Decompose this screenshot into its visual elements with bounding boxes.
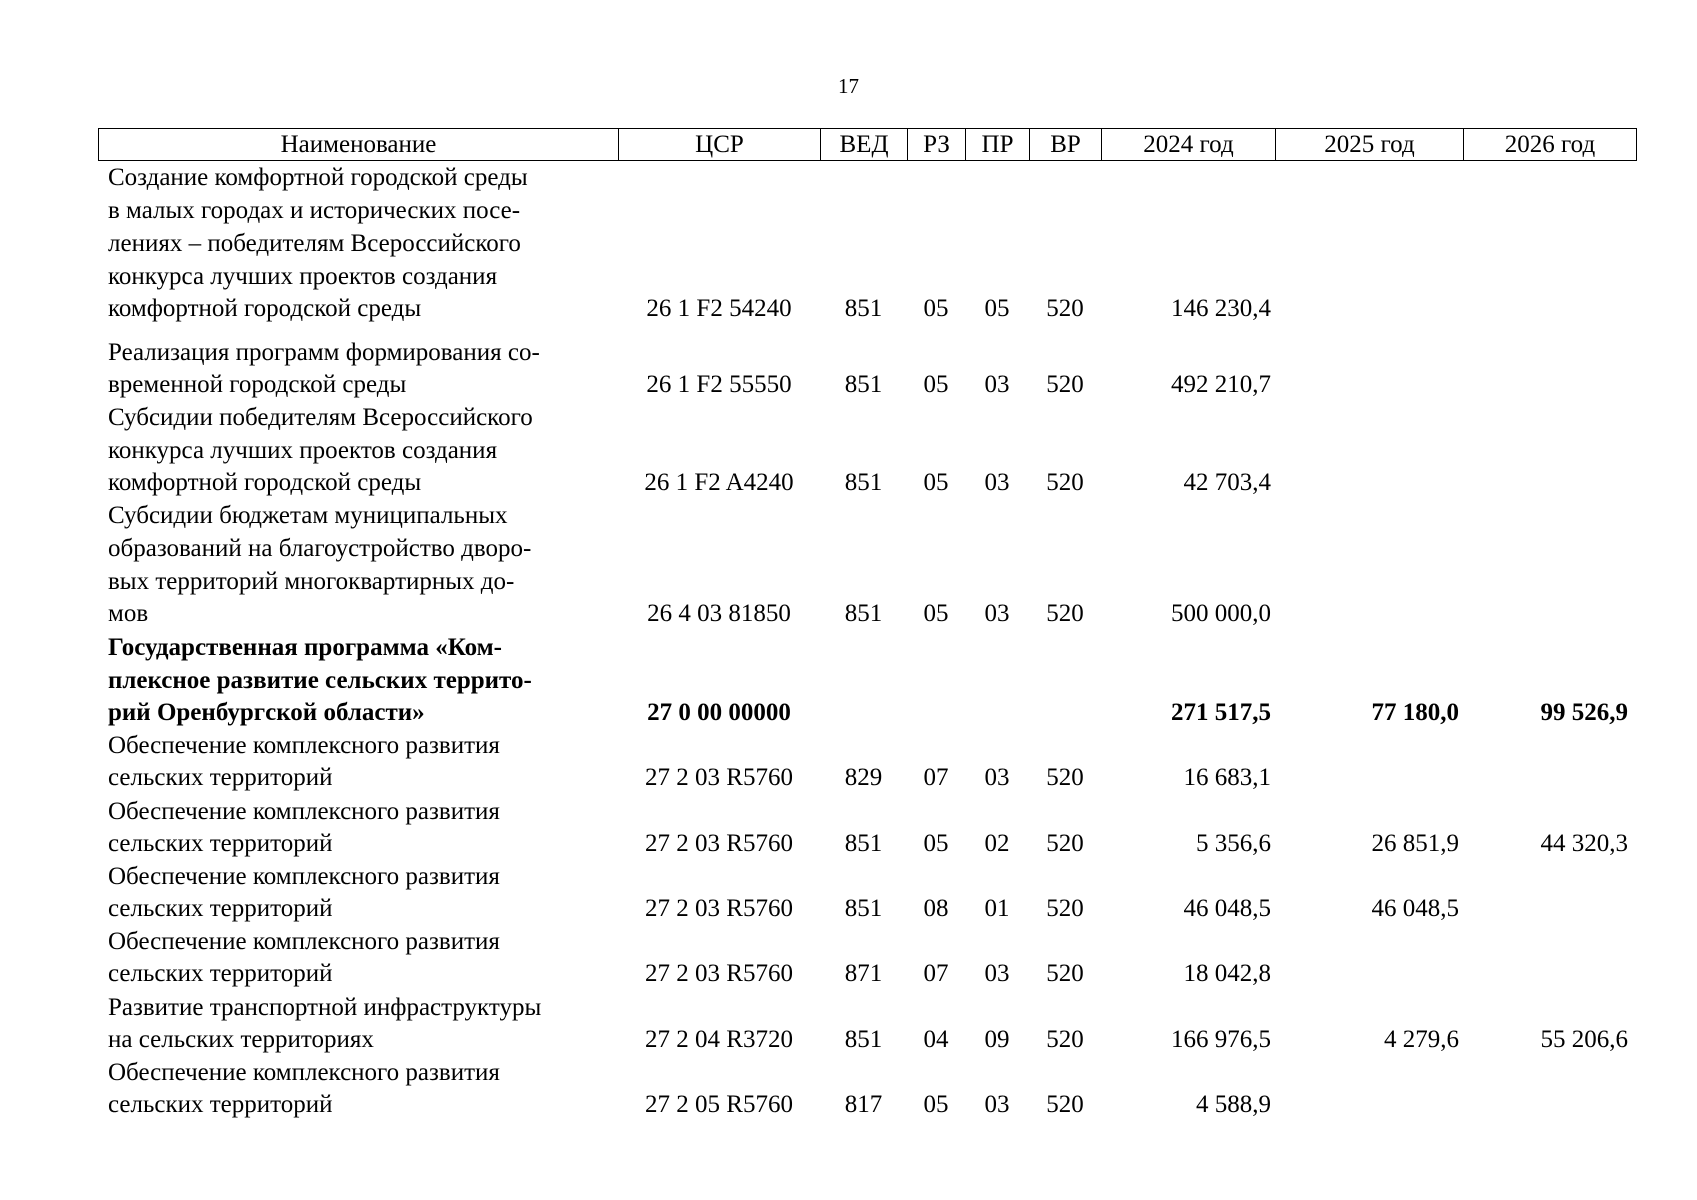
name-line: мов xyxy=(108,600,149,628)
amount-2024-cell: 42 703,4 xyxy=(1183,469,1271,497)
name-line: Обеспечение комплексного развития xyxy=(108,797,500,825)
rz-cell: 07 xyxy=(923,764,949,792)
column-header-2025: 2025 год xyxy=(1276,129,1464,161)
csr-cell: 27 2 03 R5760 xyxy=(645,895,793,923)
name-line: образований на благоустройство дворо- xyxy=(108,534,532,562)
rz-cell: 05 xyxy=(923,371,949,399)
amount-2024-cell: 16 683,1 xyxy=(1183,764,1271,792)
amount-2025-cell: 4 279,6 xyxy=(1384,1026,1459,1054)
ved-cell: 829 xyxy=(844,764,883,792)
pr-cell: 03 xyxy=(984,1091,1010,1119)
ved-cell: 851 xyxy=(844,371,883,399)
csr-cell: 27 0 00 00000 xyxy=(647,699,791,727)
amount-2025-cell: 26 851,9 xyxy=(1371,830,1459,858)
page-number: 17 xyxy=(838,74,859,98)
ved-cell: 851 xyxy=(844,1026,883,1054)
amount-2024-cell: 46 048,5 xyxy=(1183,895,1271,923)
vr-cell: 520 xyxy=(1046,764,1084,792)
ved-cell: 851 xyxy=(844,895,883,923)
ved-cell: 817 xyxy=(844,1091,883,1119)
column-header-2024: 2024 год xyxy=(1102,129,1276,161)
rz-cell: 05 xyxy=(923,830,949,858)
name-line: вых территорий многоквартирных до- xyxy=(108,567,515,595)
csr-cell: 26 4 03 81850 xyxy=(647,600,791,628)
vr-cell: 520 xyxy=(1046,830,1084,858)
name-line: Обеспечение комплексного развития xyxy=(108,731,500,759)
name-line: плексное развитие сельских террито- xyxy=(108,666,532,694)
name-line: комфортной городской среды xyxy=(108,469,422,497)
pr-cell: 03 xyxy=(984,764,1010,792)
name-line: Обеспечение комплексного развития xyxy=(108,927,500,955)
name-line: сельских территорий xyxy=(108,1091,333,1119)
vr-cell: 520 xyxy=(1046,960,1084,988)
ved-cell: 851 xyxy=(844,600,883,628)
csr-cell: 27 2 03 R5760 xyxy=(645,830,793,858)
csr-cell: 26 1 F2 54240 xyxy=(646,295,792,323)
amount-2024-cell: 500 000,0 xyxy=(1171,600,1271,628)
amount-2024-cell: 4 588,9 xyxy=(1196,1091,1271,1119)
column-header-rz: РЗ xyxy=(908,129,966,161)
name-line: Субсидии победителям Всероссийского xyxy=(108,403,533,431)
vr-cell: 520 xyxy=(1046,469,1084,497)
name-line: в малых городах и исторических посе- xyxy=(108,197,521,225)
name-line: сельских территорий xyxy=(108,960,333,988)
column-header-vr: ВР xyxy=(1030,129,1102,161)
pr-cell: 09 xyxy=(984,1026,1010,1054)
rz-cell: 05 xyxy=(923,1091,949,1119)
name-line: на сельских территориях xyxy=(108,1026,374,1054)
csr-cell: 26 1 F2 55550 xyxy=(646,371,792,399)
pr-cell: 03 xyxy=(984,600,1010,628)
name-line: комфортной городской среды xyxy=(108,295,422,323)
name-line: сельских территорий xyxy=(108,895,333,923)
name-line: Создание комфортной городской среды xyxy=(108,164,528,192)
name-line: временной городской среды xyxy=(108,371,407,399)
amount-2024-cell: 146 230,4 xyxy=(1171,295,1271,323)
amount-2024-cell: 271 517,5 xyxy=(1171,699,1271,727)
row-name xyxy=(108,1057,608,1122)
ved-cell: 851 xyxy=(844,830,883,858)
csr-cell: 27 2 03 R5760 xyxy=(645,764,793,792)
vr-cell: 520 xyxy=(1046,895,1084,923)
vr-cell: 520 xyxy=(1046,371,1084,399)
name-line: Обеспечение комплексного развития xyxy=(108,1058,500,1086)
name-line: Субсидии бюджетам муниципальных xyxy=(108,502,508,530)
rz-cell: 05 xyxy=(923,469,949,497)
amount-2026-cell: 55 206,6 xyxy=(1540,1026,1628,1054)
column-header-ved: ВЕД xyxy=(821,129,908,161)
amount-2024-cell: 5 356,6 xyxy=(1196,830,1271,858)
pr-cell: 03 xyxy=(984,371,1010,399)
vr-cell: 520 xyxy=(1046,1091,1084,1119)
column-header-pr: ПР xyxy=(966,129,1030,161)
csr-cell: 27 2 03 R5760 xyxy=(645,960,793,988)
name-line: рий Оренбургской области» xyxy=(108,699,425,727)
amount-2024-cell: 492 210,7 xyxy=(1171,371,1271,399)
rz-cell: 07 xyxy=(923,960,949,988)
ved-cell: 851 xyxy=(844,295,883,323)
ved-cell: 871 xyxy=(844,960,883,988)
csr-cell: 26 1 F2 A4240 xyxy=(644,469,794,497)
pr-cell: 03 xyxy=(984,960,1010,988)
rz-cell: 08 xyxy=(923,895,949,923)
name-line: сельских территорий xyxy=(108,830,333,858)
rz-cell: 05 xyxy=(923,295,949,323)
amount-2025-cell: 77 180,0 xyxy=(1371,699,1459,727)
amount-2025-cell: 46 048,5 xyxy=(1371,895,1459,923)
pr-cell: 02 xyxy=(984,830,1010,858)
amount-2024-cell: 166 976,5 xyxy=(1171,1026,1271,1054)
amount-2026-cell: 44 320,3 xyxy=(1540,830,1628,858)
column-header-name: Наименование xyxy=(99,129,619,161)
amount-2026-cell: 99 526,9 xyxy=(1540,699,1628,727)
csr-cell: 27 2 04 R3720 xyxy=(645,1026,793,1054)
name-line: конкурса лучших проектов создания xyxy=(108,436,498,464)
rz-cell: 04 xyxy=(923,1026,949,1054)
name-line: Государственная программа «Ком- xyxy=(108,633,502,661)
ved-cell: 851 xyxy=(844,469,883,497)
pr-cell: 03 xyxy=(984,469,1010,497)
pr-cell: 01 xyxy=(984,895,1010,923)
rz-cell: 05 xyxy=(923,600,949,628)
amount-2024-cell: 18 042,8 xyxy=(1183,960,1271,988)
vr-cell: 520 xyxy=(1046,295,1084,323)
column-header-2026: 2026 год xyxy=(1464,129,1637,161)
name-line: Реализация программ формирования со- xyxy=(108,338,540,366)
pr-cell: 05 xyxy=(984,295,1010,323)
name-line: лениях – победителям Всероссийского xyxy=(108,229,521,257)
name-line: Обеспечение комплексного развития xyxy=(108,862,500,890)
vr-cell: 520 xyxy=(1046,1026,1084,1054)
csr-cell: 27 2 05 R5760 xyxy=(645,1091,793,1119)
name-line: Развитие транспортной инфраструктуры xyxy=(108,993,542,1021)
name-line: сельских территорий xyxy=(108,764,333,792)
name-line: конкурса лучших проектов создания xyxy=(108,262,498,290)
column-header-csr: ЦСР xyxy=(619,129,821,161)
vr-cell: 520 xyxy=(1046,600,1084,628)
